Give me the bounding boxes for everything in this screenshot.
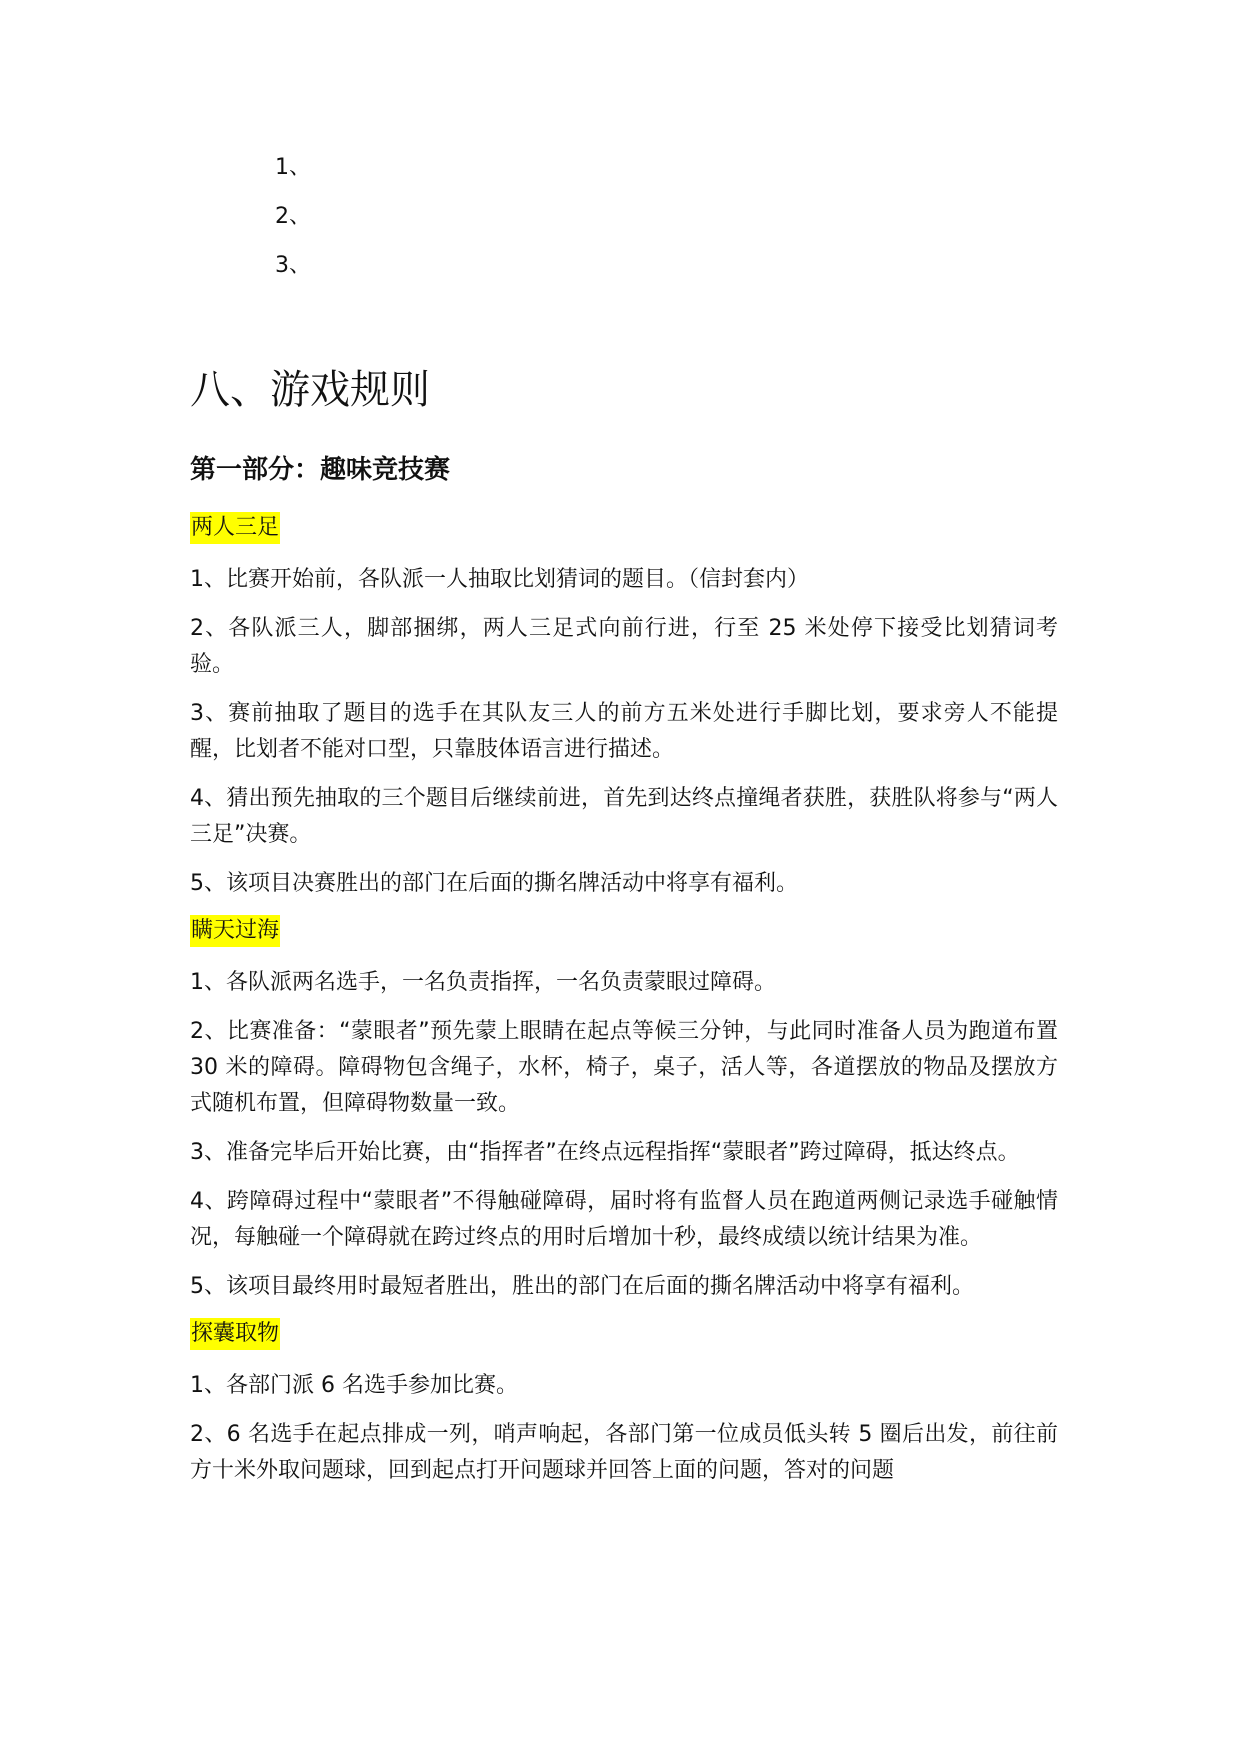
rule-paragraph: 4、猜出预先抽取的三个题目后继续前进，首先到达终点撞绳者获胜，获胜队将参与“两人三足”决赛。: [190, 786, 1058, 847]
section-title: 瞒天过海: [190, 915, 280, 947]
rule-paragraph: 2、比赛准备：“蒙眼者”预先蒙上眼睛在起点等候三分钟，与此同时准备人员为跑道布置 30 米的障碍。障碍物包含绳子，水杯，椅子，桌子，活人等，各道摆放的物品及摆放方式随机布置，但障碍物数量一致。: [190, 1019, 1058, 1116]
part-heading: 第一部分：趣味竞技赛: [190, 455, 451, 485]
section-title: 探囊取物: [190, 1318, 280, 1350]
rule-paragraph: 1、比赛开始前，各队派一人抽取比划猜词的题目。（信封套内）: [190, 567, 809, 592]
rule-paragraph: 3、赛前抽取了题目的选手在其队友三人的前方五米处进行手脚比划，要求旁人不能提醒，比划者不能对口型，只靠肢体语言进行描述。: [190, 701, 1058, 762]
section-two-person-three-legs: [190, 512, 1058, 902]
section-title: 两人三足: [190, 512, 280, 544]
rule-paragraph: 3、准备完毕后开始比赛，由“指挥者”在终点远程指挥“蒙眼者”跨过障碍，抵达终点。: [190, 1140, 1020, 1165]
list-item: 3、: [275, 253, 311, 278]
section-heading: 八、游戏规则: [190, 367, 430, 413]
rule-paragraph: 4、跨障碍过程中“蒙眼者”不得触碰障碍，届时将有监督人员在跑道两侧记录选手碰触情况，每触碰一个障碍就在跨过终点的用时后增加十秒，最终成绩以统计结果为准。: [190, 1189, 1058, 1250]
list-item: 2、: [275, 204, 311, 229]
rule-paragraph: 2、6 名选手在起点排成一列，哨声响起，各部门第一位成员低头转 5 圈后出发，前往前方十米外取问题球，回到起点打开问题球并回答上面的问题，答对的问题: [190, 1422, 1058, 1483]
section-grab-bag: [190, 1318, 1058, 1489]
section-blindfold-obstacle: [190, 915, 1058, 1305]
rule-paragraph: 5、该项目决赛胜出的部门在后面的撕名牌活动中将享有福利。: [190, 871, 798, 896]
rule-paragraph: 2、各队派三人，脚部捆绑，两人三足式向前行进，行至 25 米处停下接受比划猜词考验。: [190, 616, 1058, 677]
numbered-list: [275, 150, 311, 297]
rule-paragraph: 1、各部门派 6 名选手参加比赛。: [190, 1373, 518, 1398]
rule-paragraph: 1、各队派两名选手，一名负责指挥，一名负责蒙眼过障碍。: [190, 970, 776, 995]
document-body: [190, 362, 1058, 1502]
rule-paragraph: 5、该项目最终用时最短者胜出，胜出的部门在后面的撕名牌活动中将享有福利。: [190, 1274, 974, 1299]
list-item: 1、: [275, 155, 311, 180]
